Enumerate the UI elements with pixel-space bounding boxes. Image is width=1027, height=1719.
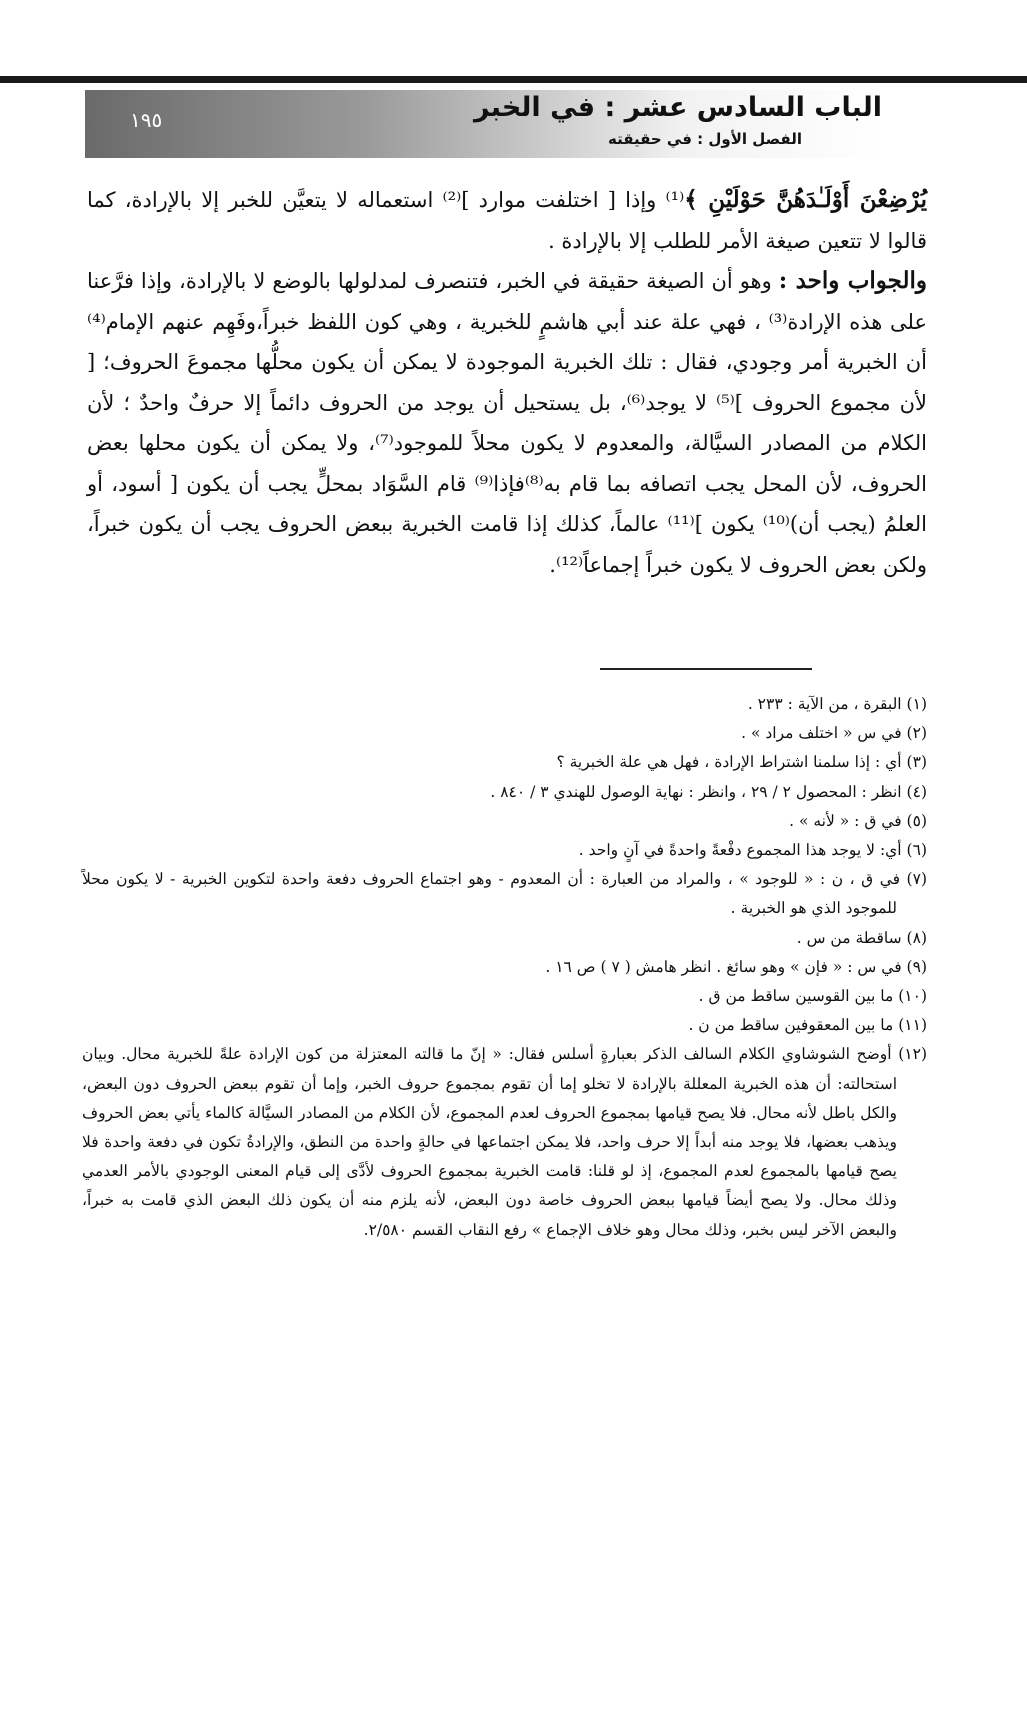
footnote-number: (١٠) xyxy=(898,987,927,1006)
top-rule xyxy=(0,76,1027,83)
footnote-number: (٧) xyxy=(906,870,927,889)
footnote-text: في س : « فإن » وهو سائغ . انظر هامش ( ٧ ) ص ١٦ . xyxy=(545,957,902,976)
footnote-number: (١) xyxy=(906,695,927,713)
footnote xyxy=(82,924,927,953)
paragraph-1-text: ⁽¹⁾ وإذا [ اختلفت موارد ]⁽²⁾ استعماله لا يتعيَّن للخبر إلا بالإرادة، كما قالوا لا تتعين صيغة الأمر للطلب إلا بالإرادة . xyxy=(87,188,927,253)
footnote-number: (٩) xyxy=(906,957,927,976)
footnote xyxy=(82,778,927,807)
footnotes xyxy=(82,690,927,1245)
main-text xyxy=(87,180,927,585)
footnote-text: في ق ، ن : « للوجود » ، والمراد من العبارة : أن المعدوم - وهو اجتماع الحروف دفعة واحدة لتكوين الخبرية - لا يكون محلاً للموجود الذي هو الخبرية . xyxy=(82,870,901,918)
footnote xyxy=(82,719,927,748)
footnote-text: ما بين القوسين ساقط من ق . xyxy=(698,987,894,1006)
footnote-text: في ق : « لأنه » . xyxy=(789,811,902,830)
footnote-number: (٣) xyxy=(906,753,927,772)
paragraph-1 xyxy=(87,180,927,261)
footnote-number: (٥) xyxy=(906,811,927,830)
footnote-text: في س « اختلف مراد » . xyxy=(741,724,902,743)
footnote xyxy=(82,1011,927,1040)
footnote xyxy=(82,690,927,719)
footnote xyxy=(82,1040,927,1244)
footnote xyxy=(82,953,927,982)
quran-verse: يُرْضِعْنَ أَوْلَـٰدَهُنَّ حَوْلَيْنِ ﴾ xyxy=(684,186,927,213)
footnote-text: أي: لا يوجد هذا المجموع دفْعةً واحدةً في آنٍ واحد . xyxy=(578,841,902,860)
paragraph-2 xyxy=(87,261,927,585)
footnote-separator xyxy=(600,668,812,670)
footnote-number: (١١) xyxy=(898,1016,927,1035)
footnote-text: انظر : المحصول ٢ / ٢٩ ، وانظر : نهاية الوصول للهندي ٣ / ٨٤٠ . xyxy=(490,782,902,801)
footnote-number: (١٢) xyxy=(898,1045,927,1064)
page-number: ١٩٥ xyxy=(130,108,163,132)
footnote xyxy=(82,836,927,865)
paragraph-2-text: وهو أن الصيغة حقيقة في الخبر، فتنصرف لمدلولها بالوضع لا بالإرادة، وإذا فرَّعنا على هذه الإرادة⁽³⁾ ، فهي علة عند أبي هاشمٍ للخبرية ، وهي كون اللفظ خبراً،وفَهِم عنهم الإمام⁽⁴⁾ أن الخبرية أمر وجودي، فقال : تلك الخبرية الموجودة لا يمكن أن يكون محلُّها مجموعَ الحروف؛ [ لأن مجموع الحروف ]⁽⁵⁾ لا يوجد⁽⁶⁾، بل يستحيل أن يوجد من الحروف دائماً إلا حرفٌ واحدٌ ؛ لأن الكلام من المصادر السيَّالة، والمعدوم لا يكون محلاً للموجود⁽⁷⁾، ولا يمكن أن يكون محلها بعض الحروف، لأن المحل يجب اتصافه بما قام به⁽⁸⁾فإذا⁽⁹⁾ قام السَّوَاد بمحلٍّ يجب أن يكون [ أسود، أو العلمُ (يجب أن)⁽¹⁰⁾ يكون ]⁽¹¹⁾ عالماً، كذلك إذا قامت الخبرية ببعض الحروف يجب أن يكون خبراً، ولكن بعض الحروف لا يكون خبراً إجماعاً⁽¹²⁾. xyxy=(87,269,928,577)
footnote-text: البقرة ، من الآية : ٢٣٣ . xyxy=(747,695,902,713)
footnote xyxy=(82,865,927,923)
footnote-text: أوضح الشوشاوي الكلام السالف الذكر بعبارةٍ أسلس فقال: « إنّ ما قالته المعتزلة من كون الإرادة علةً للخبرية محال. وبيان استحالته: أن هذه الخبرية المعللة بالإرادة لا تخلو إما أن تقوم بمجموع حروف الخبر، وإما أن تقوم ببعض الحروف دون البعض، والكل باطل لأنه محال. فلا يصح قيامها بمجموع الحروف لعدم المجموع، لأن الكلام من المصادر السيَّالة كالماء يأتي بعض الحروف ويذهب بعضها، فلا يوجد منه أبداً إلا حرف واحد، فلا يمكن اجتماعها في حالةٍ واحدة من النطق، والإرادةُ تكون في دفعة واحدة فلا يصح قيامها بالمجموع لعدم المجموع، إذ لو قلنا: قامت الخبرية بمجموع الحروف لأدَّى إلى قيام المعنى الوجودي بالأمر العدمي وذلك محال. ولا يصح أيضاً قيامها ببعض الحروف خاصة دون البعض، لأنه يلزم منه أن يكون ذلك البعض الذي قامت به خبراً، والبعض الآخر ليس بخبر، وذلك محال وهو خلاف الإجماع » رفع النقاب القسم ٢/٥٨٠. xyxy=(82,1045,897,1239)
answer-heading: والجواب واحد : xyxy=(778,267,927,294)
footnote xyxy=(82,982,927,1011)
footnote-text: ساقطة من س . xyxy=(796,928,902,947)
footnote-text: ما بين المعقوفين ساقط من ن . xyxy=(688,1016,894,1035)
footnote xyxy=(82,807,927,836)
chapter-title: الباب السادس عشر : في الخبر xyxy=(474,92,882,123)
footnote-number: (٦) xyxy=(906,841,927,860)
footnote-number: (٨) xyxy=(906,928,927,947)
section-title: الفصل الأول : في حقيقته xyxy=(607,130,802,148)
footnote-text: أي : إذا سلمنا اشتراط الإرادة ، فهل هي علة الخبرية ؟ xyxy=(556,753,902,772)
footnote-number: (٤) xyxy=(906,782,927,801)
footnote-number: (٢) xyxy=(906,724,927,743)
footnote xyxy=(82,748,927,777)
